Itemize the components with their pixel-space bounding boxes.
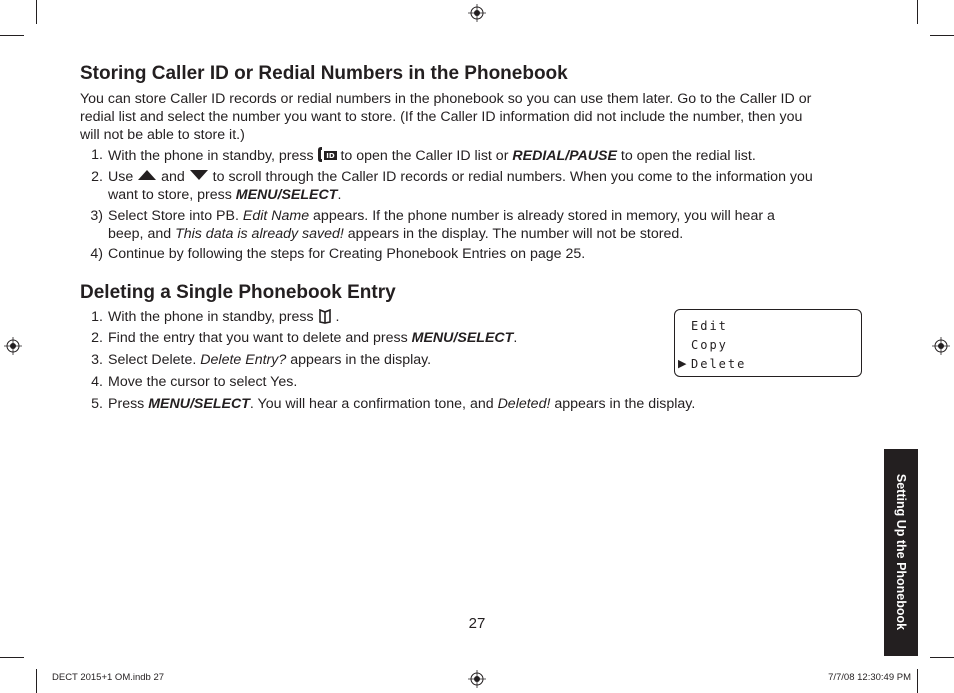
step-text: Select Store into PB. Edit Name appears. If the phone number is already stored in memory, you will hear a beep, and This data is already saved! appears in the display. The number will not be stored. [108, 208, 775, 242]
crop-mark [930, 657, 954, 658]
step-number: 1. [91, 309, 103, 325]
side-tab-label: Setting Up the Phonebook [894, 473, 908, 631]
section-heading-deleting: Deleting a Single Phonebook Entry [80, 282, 396, 303]
step-number: 1. [91, 147, 103, 163]
footer-timestamp: 7/7/08 12:30:49 PM [828, 672, 911, 683]
step-number: 2. [91, 169, 103, 185]
crop-mark [917, 669, 918, 693]
intro-paragraph [80, 90, 880, 144]
lcd-line-edit: Edit [691, 319, 728, 333]
step-text: Move the cursor to select Yes. [108, 374, 298, 390]
step-number: 3) [90, 208, 103, 224]
crop-mark [36, 0, 37, 24]
step-text: Select Delete. Delete Entry? appears in the display. [108, 352, 432, 368]
registration-mark-icon [468, 670, 486, 688]
lcd-display [674, 309, 862, 377]
step-text: Press MENU/SELECT. You will hear a confirmation tone, and Deleted! appears in the display. [108, 396, 696, 412]
step-text: Find the entry that you want to delete and press MENU/SELECT. [108, 330, 518, 346]
caller-id-handset-icon [318, 146, 337, 163]
step-text: Use and to scroll through the Caller ID records or redial numbers. When you come to the information you want to store, press MENU/SELECT. [108, 169, 813, 203]
up-arrow-icon [137, 169, 157, 181]
page-number: 27 [468, 615, 486, 632]
registration-mark-icon [4, 337, 22, 355]
intro-line: will not be able to store it.) [80, 127, 245, 143]
step-number: 3. [91, 352, 103, 368]
phonebook-icon [318, 309, 332, 324]
crop-mark [917, 0, 918, 24]
crop-mark [0, 35, 24, 36]
step-number: 4) [90, 246, 103, 262]
lcd-cursor-icon: ▶ [678, 357, 687, 370]
footer-file-info: DECT 2015+1 OM.indb 27 [52, 672, 165, 683]
crop-mark [930, 35, 954, 36]
registration-mark-icon [468, 4, 486, 22]
intro-line: redial list and select the number you want to store. (If the Caller ID information did not include the number, then you [80, 109, 803, 125]
registration-mark-icon [932, 337, 950, 355]
step-text: Continue by following the steps for Creating Phonebook Entries on page 25. [108, 246, 586, 262]
section-heading-storing: Storing Caller ID or Redial Numbers in the Phonebook [80, 63, 568, 84]
intro-line: You can store Caller ID records or redial numbers in the phonebook so you can use them later. Go to the Caller ID or [80, 91, 812, 107]
lcd-line-delete: Delete [691, 357, 747, 371]
step-text: With the phone in standby, press ID to open the Caller ID list or REDIAL/PAUSE to open the redial list. [108, 148, 756, 164]
step-number: 5. [91, 396, 103, 412]
lcd-line-copy: Copy [691, 338, 728, 352]
crop-mark [0, 657, 24, 658]
down-arrow-icon [189, 169, 209, 181]
svg-text:ID: ID [325, 152, 335, 160]
step-number: 2. [91, 330, 103, 346]
step-text: With the phone in standby, press . [108, 309, 340, 325]
crop-mark [36, 669, 37, 693]
step-number: 4. [91, 374, 103, 390]
